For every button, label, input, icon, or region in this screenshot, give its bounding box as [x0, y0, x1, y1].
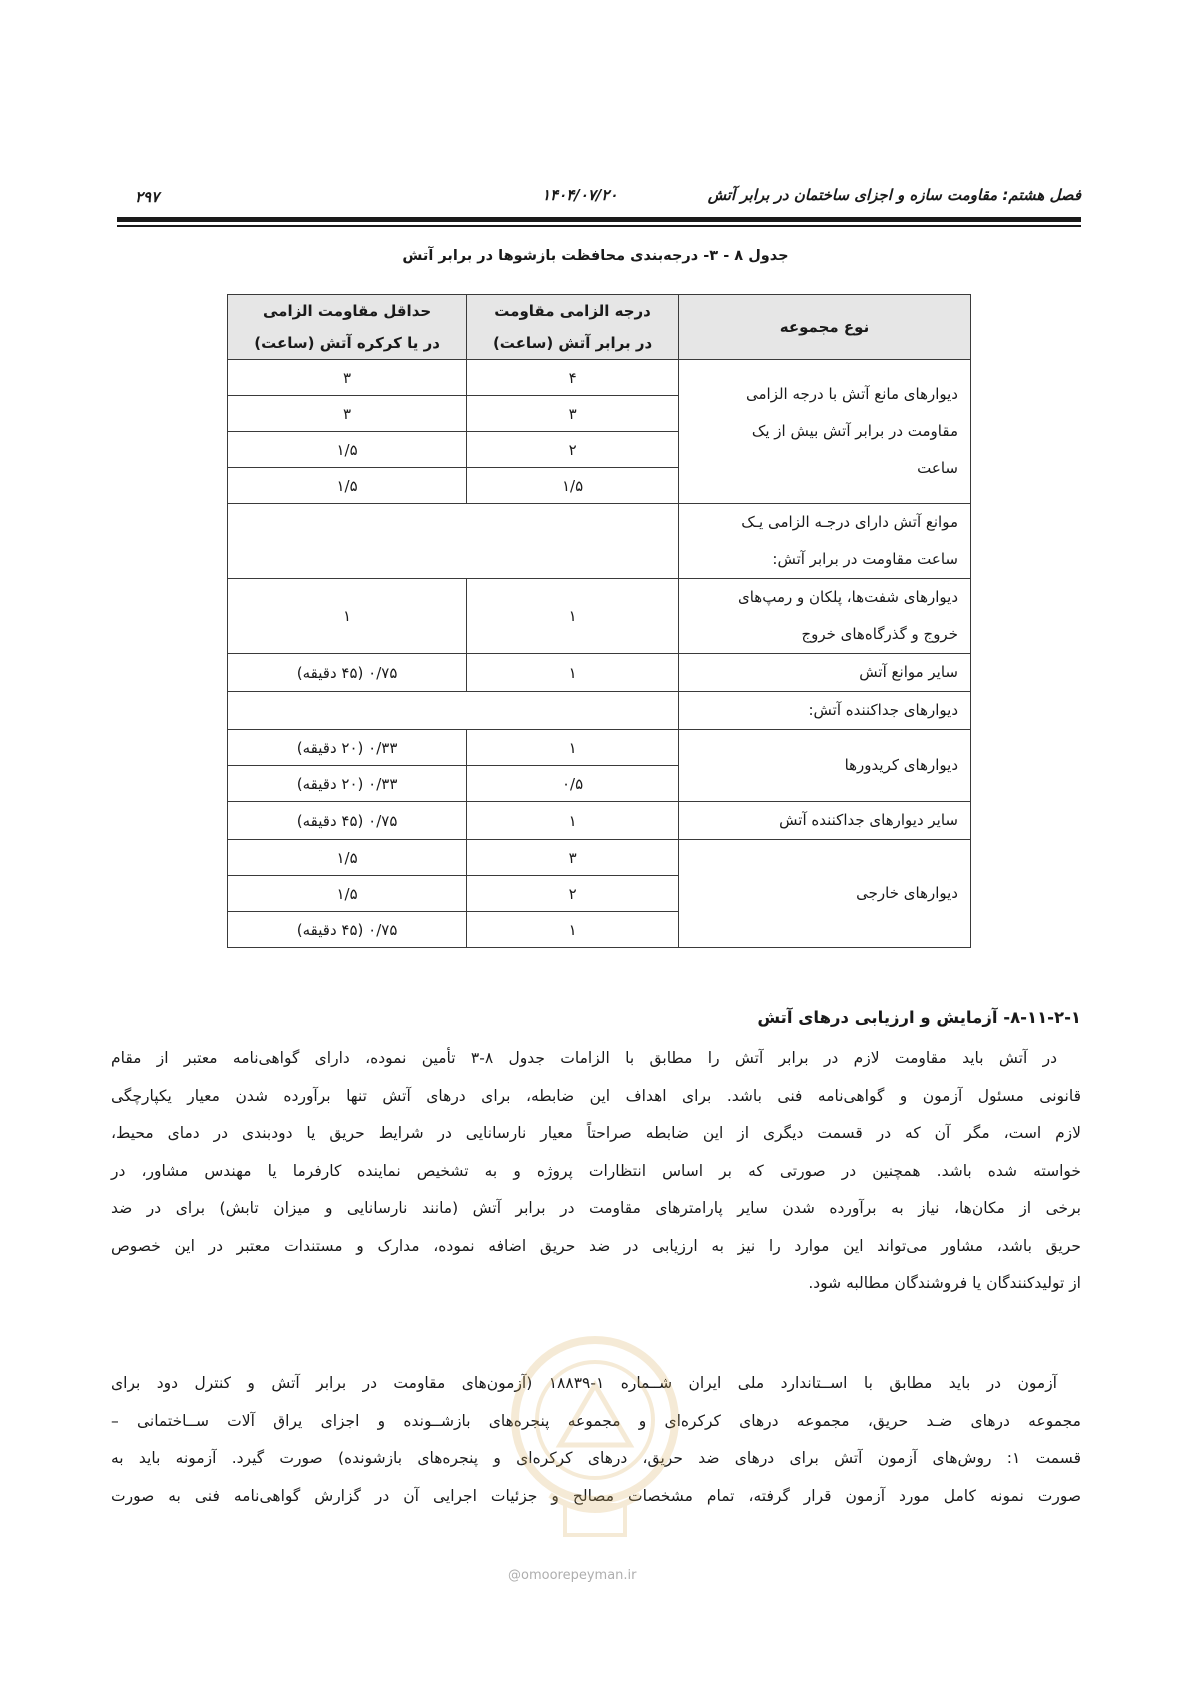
degree-cell: ۴ [467, 360, 679, 396]
degree-cell: ۳ [467, 840, 679, 876]
min-cell: ۱ [228, 579, 467, 654]
min-cell: ۳ [228, 360, 467, 396]
text-line: در آتش باید مقاومت لازم در برابر آتش را مطابق با الزامات جدول ۸-۳ تأمین نموده، دارای گواهی‌نامه معتبر از مقام [111, 1049, 1058, 1067]
header-degree: درجه الزامی مقاومت در برابر آتش (ساعت) [467, 295, 679, 360]
min-cell: ۱/۵ [228, 432, 467, 468]
text-line: برخی از مکان‌ها، نیاز به برآورده شدن سایر پارامترهای مقاومت در برابر آتش (مانند نارسانایی و میزان تابش) برای در ضد [111, 1199, 1081, 1217]
table-row [228, 360, 971, 396]
table-row [228, 802, 971, 840]
page-header [117, 186, 1081, 214]
degree-cell: ۳ [467, 396, 679, 432]
min-cell: ۱/۵ [228, 876, 467, 912]
header-min: حداقل مقاومت الزامی در یا کرکره آتش (ساعت) [228, 295, 467, 360]
chapter-title: فصل هشتم: مقاومت سازه و اجزای ساختمان در برابر آتش [707, 186, 1081, 204]
degree-cell: ۱ [467, 912, 679, 948]
degree-cell: ۰/۵ [467, 766, 679, 802]
header-rule-thick [117, 217, 1081, 222]
table-caption: جدول ۸ - ۳- درجه‌بندی محافظت بازشوها در برابر آتش [402, 248, 789, 264]
text-line: صورت نمونه کامل مورد آزمون قرار گرفته، تمام مشخصات مصالح و جزئیات اجرایی آن در گزارش گواهی‌نامه فنی به صورت [111, 1486, 1081, 1505]
header-type: نوع مجموعه [679, 295, 971, 360]
empty-cell [228, 504, 679, 579]
text-line: آزمون در باید مطابق با اســتاندارد ملی ایران شــماره ۱-۱۸۸۳۹ (آزمون‌های مقاومت در برابر آتش و کنترل دود برای [111, 1374, 1057, 1392]
group-label: دیوارهای کریدورها [679, 730, 971, 802]
header-date: ۱۴۰۴/۰۷/۲۰ [542, 186, 618, 204]
page-number: ۲۹۷ [135, 188, 160, 206]
degree-cell: ۱ [467, 654, 679, 692]
degree-cell: ۱/۵ [467, 468, 679, 504]
watermark-logo [500, 1325, 690, 1555]
table-row [228, 840, 971, 876]
group-label: موانع آتش دارای درجـه الزامی یـک ساعت مقاومت در برابر آتش: [679, 504, 971, 579]
min-cell: ۰/۷۵ (۴۵ دقیقه) [228, 802, 467, 840]
header-rule-thin [117, 225, 1081, 227]
group-label: دیوارهای شفت‌ها، پلکان و رمپ‌های خروج و گذرگاه‌های خروج [679, 579, 971, 654]
group-label: سایر موانع آتش [679, 654, 971, 692]
watermark-url: @omoorepeyman.ir [508, 1568, 637, 1583]
group-label: دیوارهای مانع آتش با درجه الزامی مقاومت در برابر آتش بیش از یک ساعت [679, 360, 971, 504]
table-row [228, 654, 971, 692]
text-line: لازم است، مگر آن که در قسمت دیگری از این ضابطه صراحتاً معیار نارسانایی در شرایط حریق یا دودبندی در دمای محیط، [111, 1124, 1081, 1142]
table-row [228, 692, 971, 730]
table-row [228, 504, 971, 579]
text-line: خواسته شده باشد. همچنین در صورتی که بر اساس انتظارات پروژه و به تشخیص نماینده کارفرما یا مهندس مشاور، در [111, 1161, 1081, 1180]
min-cell: ۱/۵ [228, 840, 467, 876]
text-line: از تولیدکنندگان یا فروشندگان مطالبه شود. [808, 1274, 1081, 1292]
min-cell: ۳ [228, 396, 467, 432]
min-cell: ۱/۵ [228, 468, 467, 504]
section-heading: ۸-۱۱-۲-۱- آزمایش و ارزیابی درهای آتش [757, 1008, 1081, 1027]
degree-cell: ۱ [467, 730, 679, 766]
table-row [228, 579, 971, 654]
degree-cell: ۲ [467, 876, 679, 912]
min-cell: ۰/۷۵ (۴۵ دقیقه) [228, 912, 467, 948]
text-line: حریق باشد، مشاور می‌تواند این موارد را نیز به ارزیابی در ضد حریق اضافه نموده، مدارک و مستندات معتبر در این خصوص [111, 1236, 1081, 1255]
group-label: دیوارهای خارجی [679, 840, 971, 948]
text-line: قسمت ۱: روش‌های آزمون آتش برای درهای ضد حریق، درهای کرکره‌ای و پنجره‌های بازشونده) صورت گیرد. آزمونه باید به [111, 1449, 1081, 1467]
table-header-row [228, 295, 971, 360]
degree-cell: ۲ [467, 432, 679, 468]
text-line: قانونی مسئول آزمون و گواهی‌نامه فنی باشد. برای اهداف این ضابطه، برای درهای آتش تنها برآورده شدن معیار یکپارچگی [111, 1086, 1081, 1105]
min-cell: ۰/۳۳ (۲۰ دقیقه) [228, 766, 467, 802]
degree-cell: ۱ [467, 802, 679, 840]
empty-cell [228, 692, 679, 730]
degree-cell: ۱ [467, 579, 679, 654]
fire-rating-table [227, 294, 971, 948]
min-cell: ۰/۳۳ (۲۰ دقیقه) [228, 730, 467, 766]
group-label: دیوارهای جداکننده آتش: [679, 692, 971, 730]
min-cell: ۰/۷۵ (۴۵ دقیقه) [228, 654, 467, 692]
table-row [228, 730, 971, 766]
paragraph-1 [111, 1040, 1081, 1303]
group-label: سایر دیوارهای جداکننده آتش [679, 802, 971, 840]
text-line: مجموعه درهای ضـد حریق، مجموعه درهای کرکره‌ای و مجموعه پنجره‌های بازشــونده و اجزای یراق آلات ســاختمانی – [111, 1411, 1081, 1430]
